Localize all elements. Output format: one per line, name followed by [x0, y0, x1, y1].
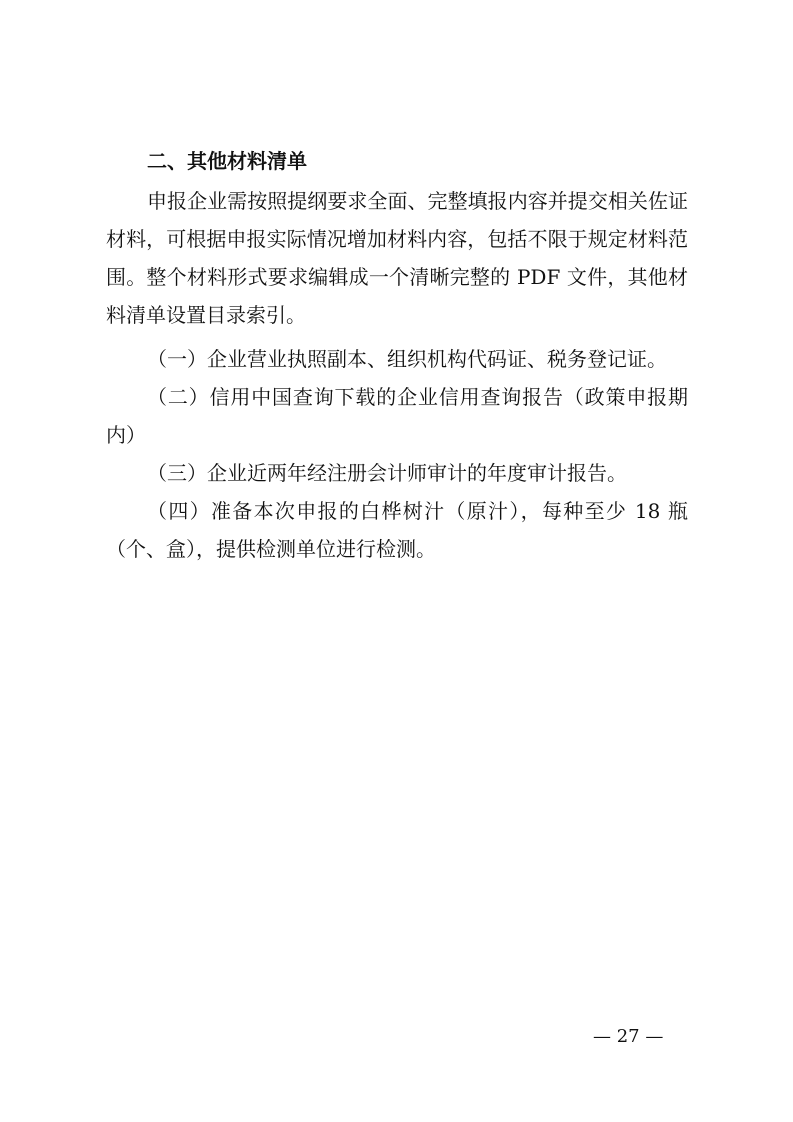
list-item-3: （三）企业近两年经注册会计师审计的年度审计报告。 [147, 461, 627, 485]
page-number: — 27 — [593, 1026, 664, 1047]
list-item-2: （二）信用中国查询下载的企业信用查询报告（政策申报期内） [106, 385, 688, 447]
list-item-1: （一）企业营业执照副本、组织机构代码证、税务登记证。 [147, 347, 667, 371]
section-heading: 二、其他材料清单 [147, 149, 307, 173]
list-item-4: （四）准备本次申报的白桦树汁（原汁），每种至少 18 瓶（个、盒），提供检测单位进行检测。 [106, 499, 688, 561]
intro-paragraph: 申报企业需按照提纲要求全面、完整填报内容并提交相关佐证材料，可根据申报实际情况增加材料内容，包括不限于规定材料范围。整个材料形式要求编辑成一个清晰完整的 PDF 文件，其他材料清单设置目录索引。 [106, 189, 688, 327]
